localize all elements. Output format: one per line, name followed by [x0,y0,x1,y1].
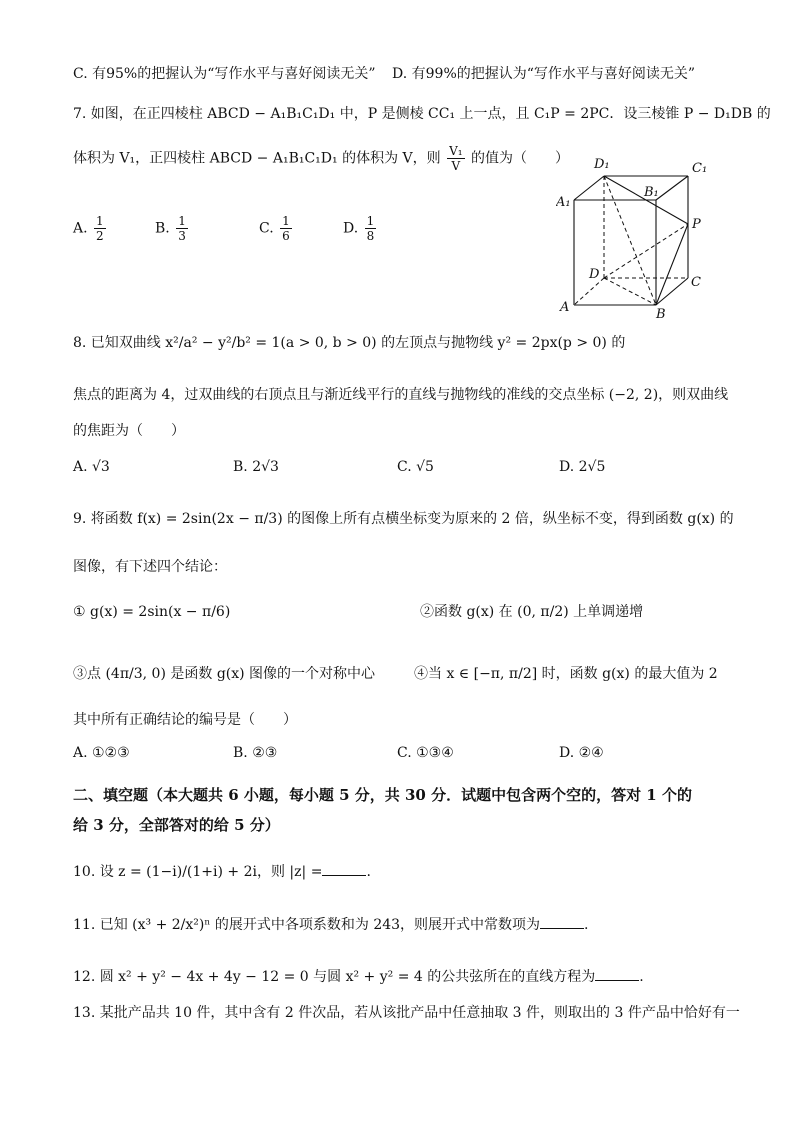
q8-stem-line1 [73,333,625,353]
q10-text: 10. 设 z = (1−i)/(1+i) + 2i，则 |z| = [73,864,323,880]
q7-option-b: B. $\frac{1}{3}$ [155,214,186,243]
label-P: P [692,217,701,232]
label-D1: D₁ [594,157,610,172]
q9-conclusion-4: ④当 x ∈ [−π, π/2] 时，函数 g(x) 的最大值为 2 [414,666,718,682]
q7-ratio-fraction: $\frac{\text{V₁}}{V}$ [449,144,463,173]
q7-option-a: A. $\frac{1}{2}$ [73,214,104,243]
q9-ask: 其中所有正确结论的编号是（ ） [73,712,297,728]
q8-option-d: D. 2√5 [559,459,606,475]
q13-text: 13. 某批产品共 10 件，其中含有 2 件次品，若从该批产品中任意抽取 3 件，则取出的 3 件产品中恰好有一 [73,1005,740,1021]
section-2-heading-line2: 给 3 分，全部答对的给 5 分） [73,816,280,834]
label-C1: C₁ [692,161,708,176]
q9-conclusion-3: ③点 (4π/3, 0) 是函数 g(x) 图像的一个对称中心 [73,666,376,682]
q7-stem-line2-a: 体积为 V₁，正四棱柱 ABCD − A₁B₁C₁D₁ 的体积为 V，则 [73,150,441,167]
q8-option-c: C. √5 [397,459,434,475]
label-A1: A₁ [556,195,571,210]
q8-stem-line3: 的焦距为（ ） [73,423,185,439]
q9-option-a: A. ①②③ [73,745,130,761]
prism-figure [556,150,716,320]
q7-option-d: D. $\frac{1}{8}$ [343,214,375,243]
q7-stem-line1: 7. 如图，在正四棱柱 ABCD − A₁B₁C₁D₁ 中，P 是侧棱 CC₁ 上一点，且 C₁P = 2PC．设三棱锥 P − D₁DB 的 [73,106,771,122]
q8-stem-line1-b: 的左顶点与抛物线 y² = 2px(p > 0) 的 [381,335,626,351]
label-B: B [656,307,666,320]
q7-stem-line2 [73,144,569,173]
q11-answer-blank[interactable] [540,914,584,929]
section-2-heading-line1: 二、填空题（本大题共 6 小题，每小题 5 分，共 30 分．试题中包含两个空的，答对 1 个的 [73,786,692,804]
q12: 12. 圆 x² + y² − 4x + 4y − 12 = 0 与圆 x² + y² = 4 的公共弦所在的直线方程为 . [73,966,644,987]
q12-answer-blank[interactable] [595,966,639,981]
q8-stem-line1-a: 8. 已知双曲线 [73,335,161,351]
label-C: C [691,275,701,290]
q8-stem-line2: 焦点的距离为 4，过双曲线的右顶点且与渐近线平行的直线与抛物线的准线的交点坐标 (−2, 2)，则双曲线 [73,387,729,403]
q6-option-c: C. 有95%的把握认为“写作水平与喜好阅读无关” [73,66,376,82]
q10-answer-blank[interactable] [322,861,366,876]
q10: 10. 设 z = (1−i)/(1+i) + 2i，则 |z| = . [73,861,371,882]
q6-option-d: D. 有99%的把握认为“写作水平与喜好阅读无关” [392,66,696,82]
label-D: D [589,267,600,282]
q8-option-b: B. 2√3 [233,459,279,475]
q9-conclusion-1: ① g(x) = 2sin(x − π/6) [73,604,231,620]
q8-option-a: A. √3 [73,459,110,475]
q9-option-b: B. ②③ [233,745,278,761]
q7-option-c: C. $\frac{1}{6}$ [259,214,290,243]
label-B1: B₁ [644,185,659,200]
q11: 11. 已知 (x³ + 2/x²)ⁿ 的展开式中各项系数和为 243，则展开式中常数项为 . [73,914,589,935]
q9-stem-line1: 9. 将函数 f(x) = 2sin(2x − π/3) 的图像上所有点横坐标变为原来的 2 倍，纵坐标不变，得到函数 g(x) 的 [73,511,734,527]
q12-text: 12. 圆 x² + y² − 4x + 4y − 12 = 0 与圆 x² + y² = 4 的公共弦所在的直线方程为 [73,969,596,985]
q8-hyperbola-equation: x²/a² − y²/b² = 1(a > 0, b > 0) [165,335,377,351]
q9-stem-line2: 图像，有下述四个结论： [73,559,227,575]
label-A: A [560,300,570,315]
q7-stem-line2-b: 的值为（ ） [471,150,570,167]
q9-option-d: D. ②④ [559,745,604,761]
q9-conclusion-2: ②函数 g(x) 在 (0, π/2) 上单调递增 [420,604,644,620]
q9-option-c: C. ①③④ [397,745,454,761]
q11-text: 11. 已知 (x³ + 2/x²)ⁿ 的展开式中各项系数和为 243，则展开式中常数项为 [73,917,541,933]
